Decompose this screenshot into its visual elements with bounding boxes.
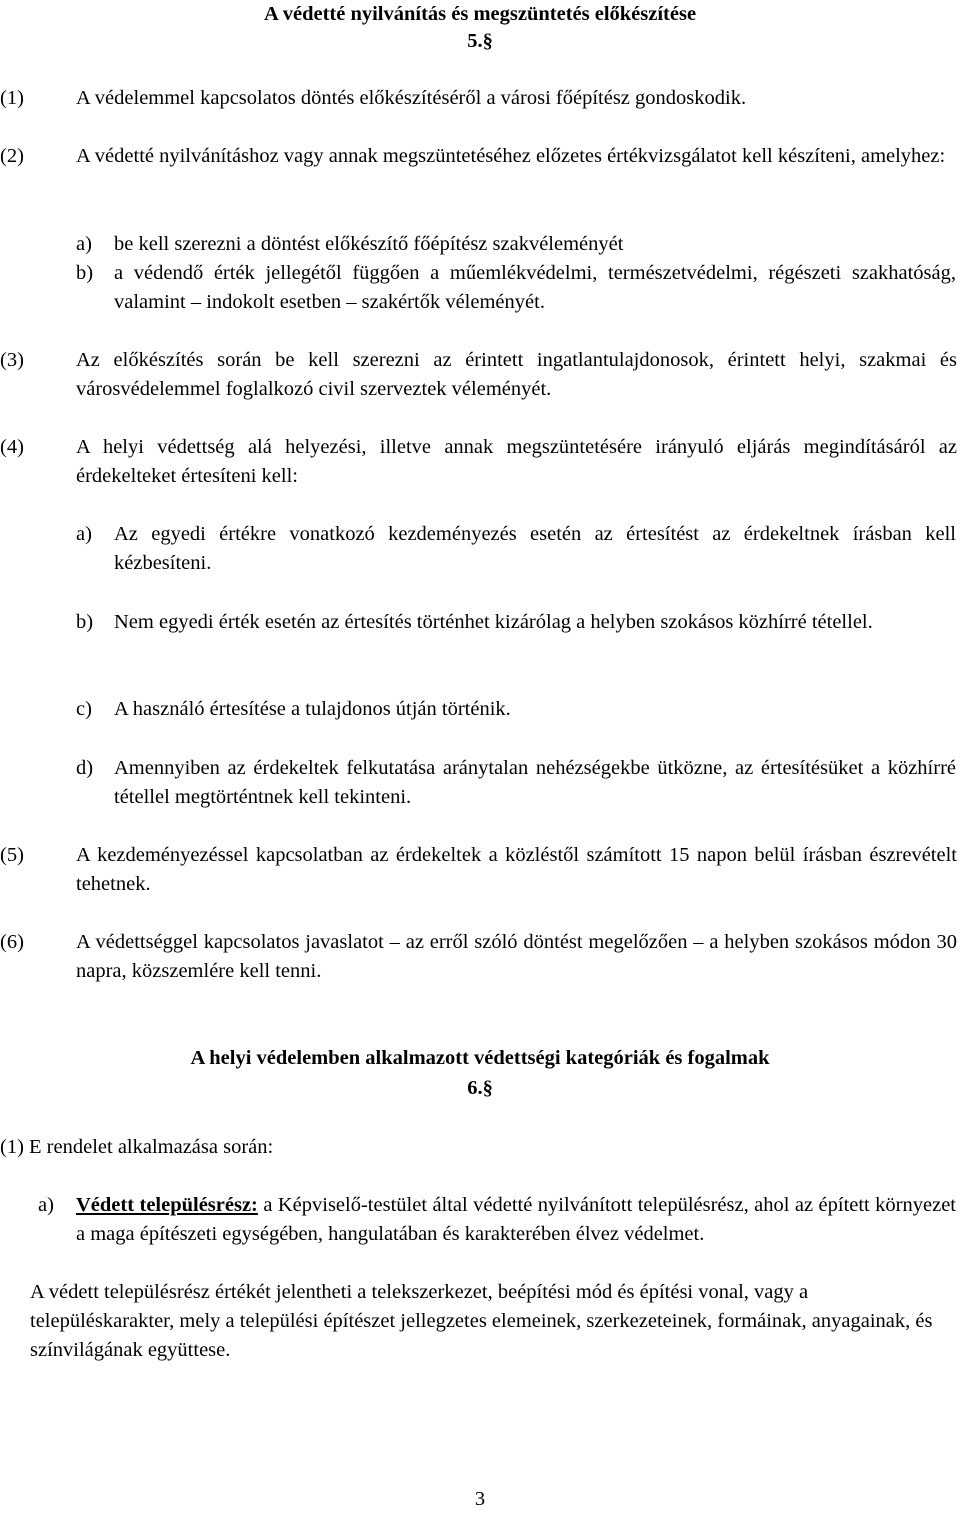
item-label: a)	[76, 233, 92, 255]
s5-p4-item-d	[76, 754, 956, 812]
page-number: 3	[474, 1488, 486, 1510]
item-text: Az egyedi értékre vonatkozó kezdeményezés esetén az értesítést az érdekeltnek írásban kell kézbesíteni.	[114, 523, 956, 574]
paragraph-text: A kezdeményezéssel kapcsolatban az érdekeltek a közléstől számított 15 napon belül írásban észrevételt tehetnek.	[76, 844, 957, 895]
s5-p2-item-a	[76, 230, 956, 259]
s5-paragraph-6	[0, 928, 957, 986]
item-label: b)	[76, 611, 94, 633]
paragraph-number: (6)	[0, 931, 24, 953]
s5-paragraph-5	[0, 841, 957, 899]
s5-paragraph-1	[0, 84, 957, 113]
paragraph-number: (5)	[0, 844, 24, 866]
item-text: a védendő érték jellegétől függően a műemlékvédelmi, természetvédelmi, régészeti szakhatóság, valamint – indokolt esetben – szakértők véleményét.	[114, 262, 956, 313]
item-label: a)	[76, 523, 92, 545]
s6-item-a	[38, 1191, 956, 1249]
section6-title: A helyi védelemben alkalmazott védettségi kategóriák és fogalmak	[190, 1047, 770, 1069]
item-label: d)	[76, 757, 94, 779]
item-text: be kell szerezni a döntést előkészítő főépítész szakvéleményét	[114, 233, 624, 255]
section6-number: 6.§	[467, 1077, 493, 1099]
s5-p4-item-c	[76, 695, 956, 724]
paragraph-number: (1)	[0, 1136, 24, 1158]
paragraph-text: A védettséggel kapcsolatos javaslatot – az erről szóló döntést megelőzően – a helyben szokásos módon 30 napra, közszemlére kell tenni.	[76, 931, 957, 982]
item-text: Amennyiben az érdekeltek felkutatása aránytalan nehézségekbe ütközne, az értesítésüket a közhírré tétellel megtörténtnek kell tekinteni.	[114, 757, 956, 808]
s5-p2-item-b	[76, 259, 956, 317]
item-text	[76, 1191, 956, 1249]
paragraph-text: A védetté nyilvánításhoz vagy annak megszüntetéséhez előzetes értékvizsgálatot kell készíteni, amelyhez:	[76, 145, 946, 167]
paragraph-number: (4)	[0, 436, 24, 458]
s5-paragraph-2	[0, 142, 957, 171]
item-text: A használó értesítése a tulajdonos útján történik.	[114, 698, 511, 720]
paragraph-text: E rendelet alkalmazása során:	[29, 1136, 274, 1158]
paragraph-text: A helyi védettség alá helyezési, illetve annak megszüntetésére irányuló eljárás megindításáról az érdekelteket értesíteni kell:	[76, 436, 957, 487]
s6-paragraph-1	[0, 1133, 960, 1162]
s5-paragraph-3	[0, 346, 957, 404]
s5-p4-item-b	[76, 608, 956, 637]
defined-term: Védett településrész:	[76, 1194, 258, 1216]
paragraph-text: A védelemmel kapcsolatos döntés előkészítéséről a városi főépítész gondoskodik.	[76, 87, 747, 109]
section5-title: A védetté nyilvánítás és megszüntetés előkészítése	[263, 3, 697, 25]
paragraph-text: Az előkészítés során be kell szerezni az érintett ingatlantulajdonosok, érintett helyi, szakmai és városvédelemmel foglalkozó civil szerveztek véleményét.	[76, 349, 957, 400]
s5-p4-item-a	[76, 520, 956, 578]
paragraph-number: (3)	[0, 349, 24, 371]
section5-number: 5.§	[467, 30, 493, 52]
item-label: b)	[76, 262, 94, 284]
paragraph-number: (2)	[0, 145, 24, 167]
item-label: c)	[76, 698, 92, 720]
item-text: Nem egyedi érték esetén az értesítés történhet kizárólag a helyben szokásos közhírré tétellel.	[114, 611, 873, 633]
definition-text: a Képviselő-testület által védetté nyilvánított településrész, ahol az épített környezet a maga építészeti egységében, hangulatában és karakterében élvez védelmet.	[76, 1194, 957, 1245]
paragraph-number: (1)	[0, 87, 24, 109]
s6-item-a-note: A védett településrész értékét jelentheti a telekszerkezet, beépítési mód és építési vonal, vagy a településkarakter, mely a települési építészet jellegzetes elemeinek, szerkezeteinek, formáinak, anyagainak, és színvilágának együttese.	[30, 1281, 933, 1361]
s5-paragraph-4	[0, 433, 957, 491]
item-label: a)	[38, 1194, 54, 1216]
